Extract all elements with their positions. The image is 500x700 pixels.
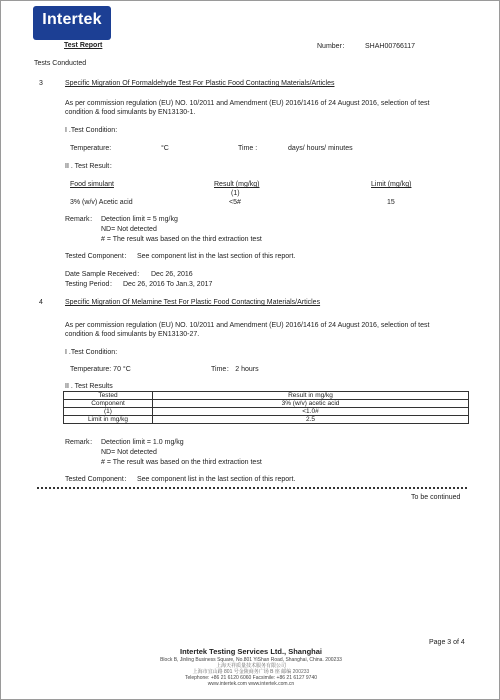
table-row: [64, 400, 469, 408]
report-number: SHAH00766117: [365, 43, 416, 50]
footer-company: Intertek Testing Services Ltd., Shanghai: [180, 647, 322, 656]
footer-cn-name: 上海天祥质量技术服务有限公司: [215, 663, 286, 669]
section3-remark-label: Remark：: [65, 216, 97, 223]
footer-address: Block B, Jinling Business Square, No.801 YiShan Road, Shanghai, China. 200233: [160, 657, 342, 663]
section4-time: Time： 2 hours: [211, 366, 259, 373]
section4-title: Specific Migration Of Melamine Test For Plastic Food Contacting Materials/Articles: [65, 299, 321, 306]
table-cell: Component: [64, 400, 153, 408]
section3-col-food-simulant: Food simulant: [70, 181, 114, 188]
section3-col-result: Result (mg/kg): [214, 181, 260, 188]
table-cell: 2.5: [153, 416, 469, 424]
section3-period-value: Dec 26, 2016 To Jan.3, 2017: [123, 281, 213, 288]
section3-remark-detection: Detection limit = 5 mg/kg: [101, 216, 178, 223]
section3-row-food: 3% (w/v) Acetic acid: [70, 199, 133, 206]
section3-row-result: <5#: [229, 199, 241, 206]
section3-title: Specific Migration Of Formaldehyde Test For Plastic Food Contacting Materials/Articles: [65, 80, 335, 87]
section3-period-label: Testing Period：: [65, 281, 117, 288]
section3-received-value: Dec 26, 2016: [151, 271, 193, 278]
to-be-continued: To be continued: [411, 494, 461, 501]
section4-para-line1: As per commission regulation (EU) NO. 10/2011 and Amendment (EU) 2016/1416 of 24 August 2016, selection of test: [65, 322, 430, 329]
table-cell: Limit in mg/kg: [64, 416, 153, 424]
section3-time-unit: days/ hours/ minutes: [288, 145, 353, 152]
section3-para-line2: condition & food simulants by EN13130-1.: [65, 109, 196, 116]
section3-result-subheader: (1): [231, 190, 240, 197]
footer-cn-address: 上海市宜山路 801 号金陵商务广场 B 座 邮编 200233: [192, 669, 310, 675]
section4-tested-text: See component list in the last section of this report.: [137, 476, 296, 483]
tests-conducted-heading: Tests Conducted: [34, 60, 87, 67]
number-label: Number：: [317, 43, 349, 50]
section3-col-limit: Limit (mg/kg): [371, 181, 412, 188]
table-row: [64, 408, 469, 416]
footer-website: www.intertek.com www.intertek.com.cn: [207, 681, 295, 687]
section3-para-line1: As per commission regulation (EU) NO. 10/2011 and Amendment (EU) 2016/1416 of 24 August 2016, selection of test: [65, 100, 430, 107]
footer-phone: Telephone: +86 21 6120 6060 Facsimile: +86 21 6127 9740: [184, 675, 318, 681]
table-cell: Tested: [64, 392, 153, 400]
table-row: [64, 392, 469, 400]
section3-condition-heading: I .Test Condition:: [65, 127, 118, 134]
table-row: [64, 416, 469, 424]
section3-tested-text: See component list in the last section of this report.: [137, 253, 296, 260]
section3-number: 3: [39, 80, 43, 87]
report-label: Test Report: [64, 42, 103, 49]
section3-remark-nd: ND= Not detected: [101, 226, 157, 233]
table-cell: Result in mg/kg: [153, 392, 469, 400]
section4-tested-label: Tested Component：: [65, 476, 131, 483]
section3-tested-label: Tested Component：: [65, 253, 131, 260]
table-cell: <1.0#: [153, 408, 469, 416]
section4-condition-heading: I .Test Condition:: [65, 349, 118, 356]
section4-results-table: [63, 391, 469, 424]
logo-text: Intertek: [42, 11, 102, 28]
dotted-divider: [37, 487, 467, 489]
section3-row-limit: 15: [387, 199, 395, 206]
section4-temperature: Temperature: 70 °C: [70, 366, 131, 373]
section3-temperature-label: Temperature:: [70, 145, 112, 152]
page-number: Page 3 of 4: [429, 639, 465, 646]
table-cell: 3% (w/v) acetic acid: [153, 400, 469, 408]
section4-para-line2: condition & food simulants by EN13130-27.: [65, 331, 200, 338]
table-cell: (1): [64, 408, 153, 416]
section3-received-label: Date Sample Received：: [65, 271, 144, 278]
section4-number: 4: [39, 299, 43, 306]
section3-time-label: Time :: [238, 145, 258, 152]
section3-temperature-unit: °C: [161, 145, 169, 152]
section4-remark-detection: Detection limit = 1.0 mg/kg: [101, 439, 184, 446]
section4-remark-nd: ND= Not detected: [101, 449, 157, 456]
section4-result-heading: II . Test Results: [65, 383, 113, 390]
intertek-logo: [33, 6, 111, 40]
section3-remark-note: # = The result was based on the third extraction test: [101, 236, 262, 243]
section4-remark-note: # = The result was based on the third extraction test: [101, 459, 262, 466]
section4-remark-label: Remark：: [65, 439, 97, 446]
section3-result-heading: II . Test Result：: [65, 163, 117, 170]
